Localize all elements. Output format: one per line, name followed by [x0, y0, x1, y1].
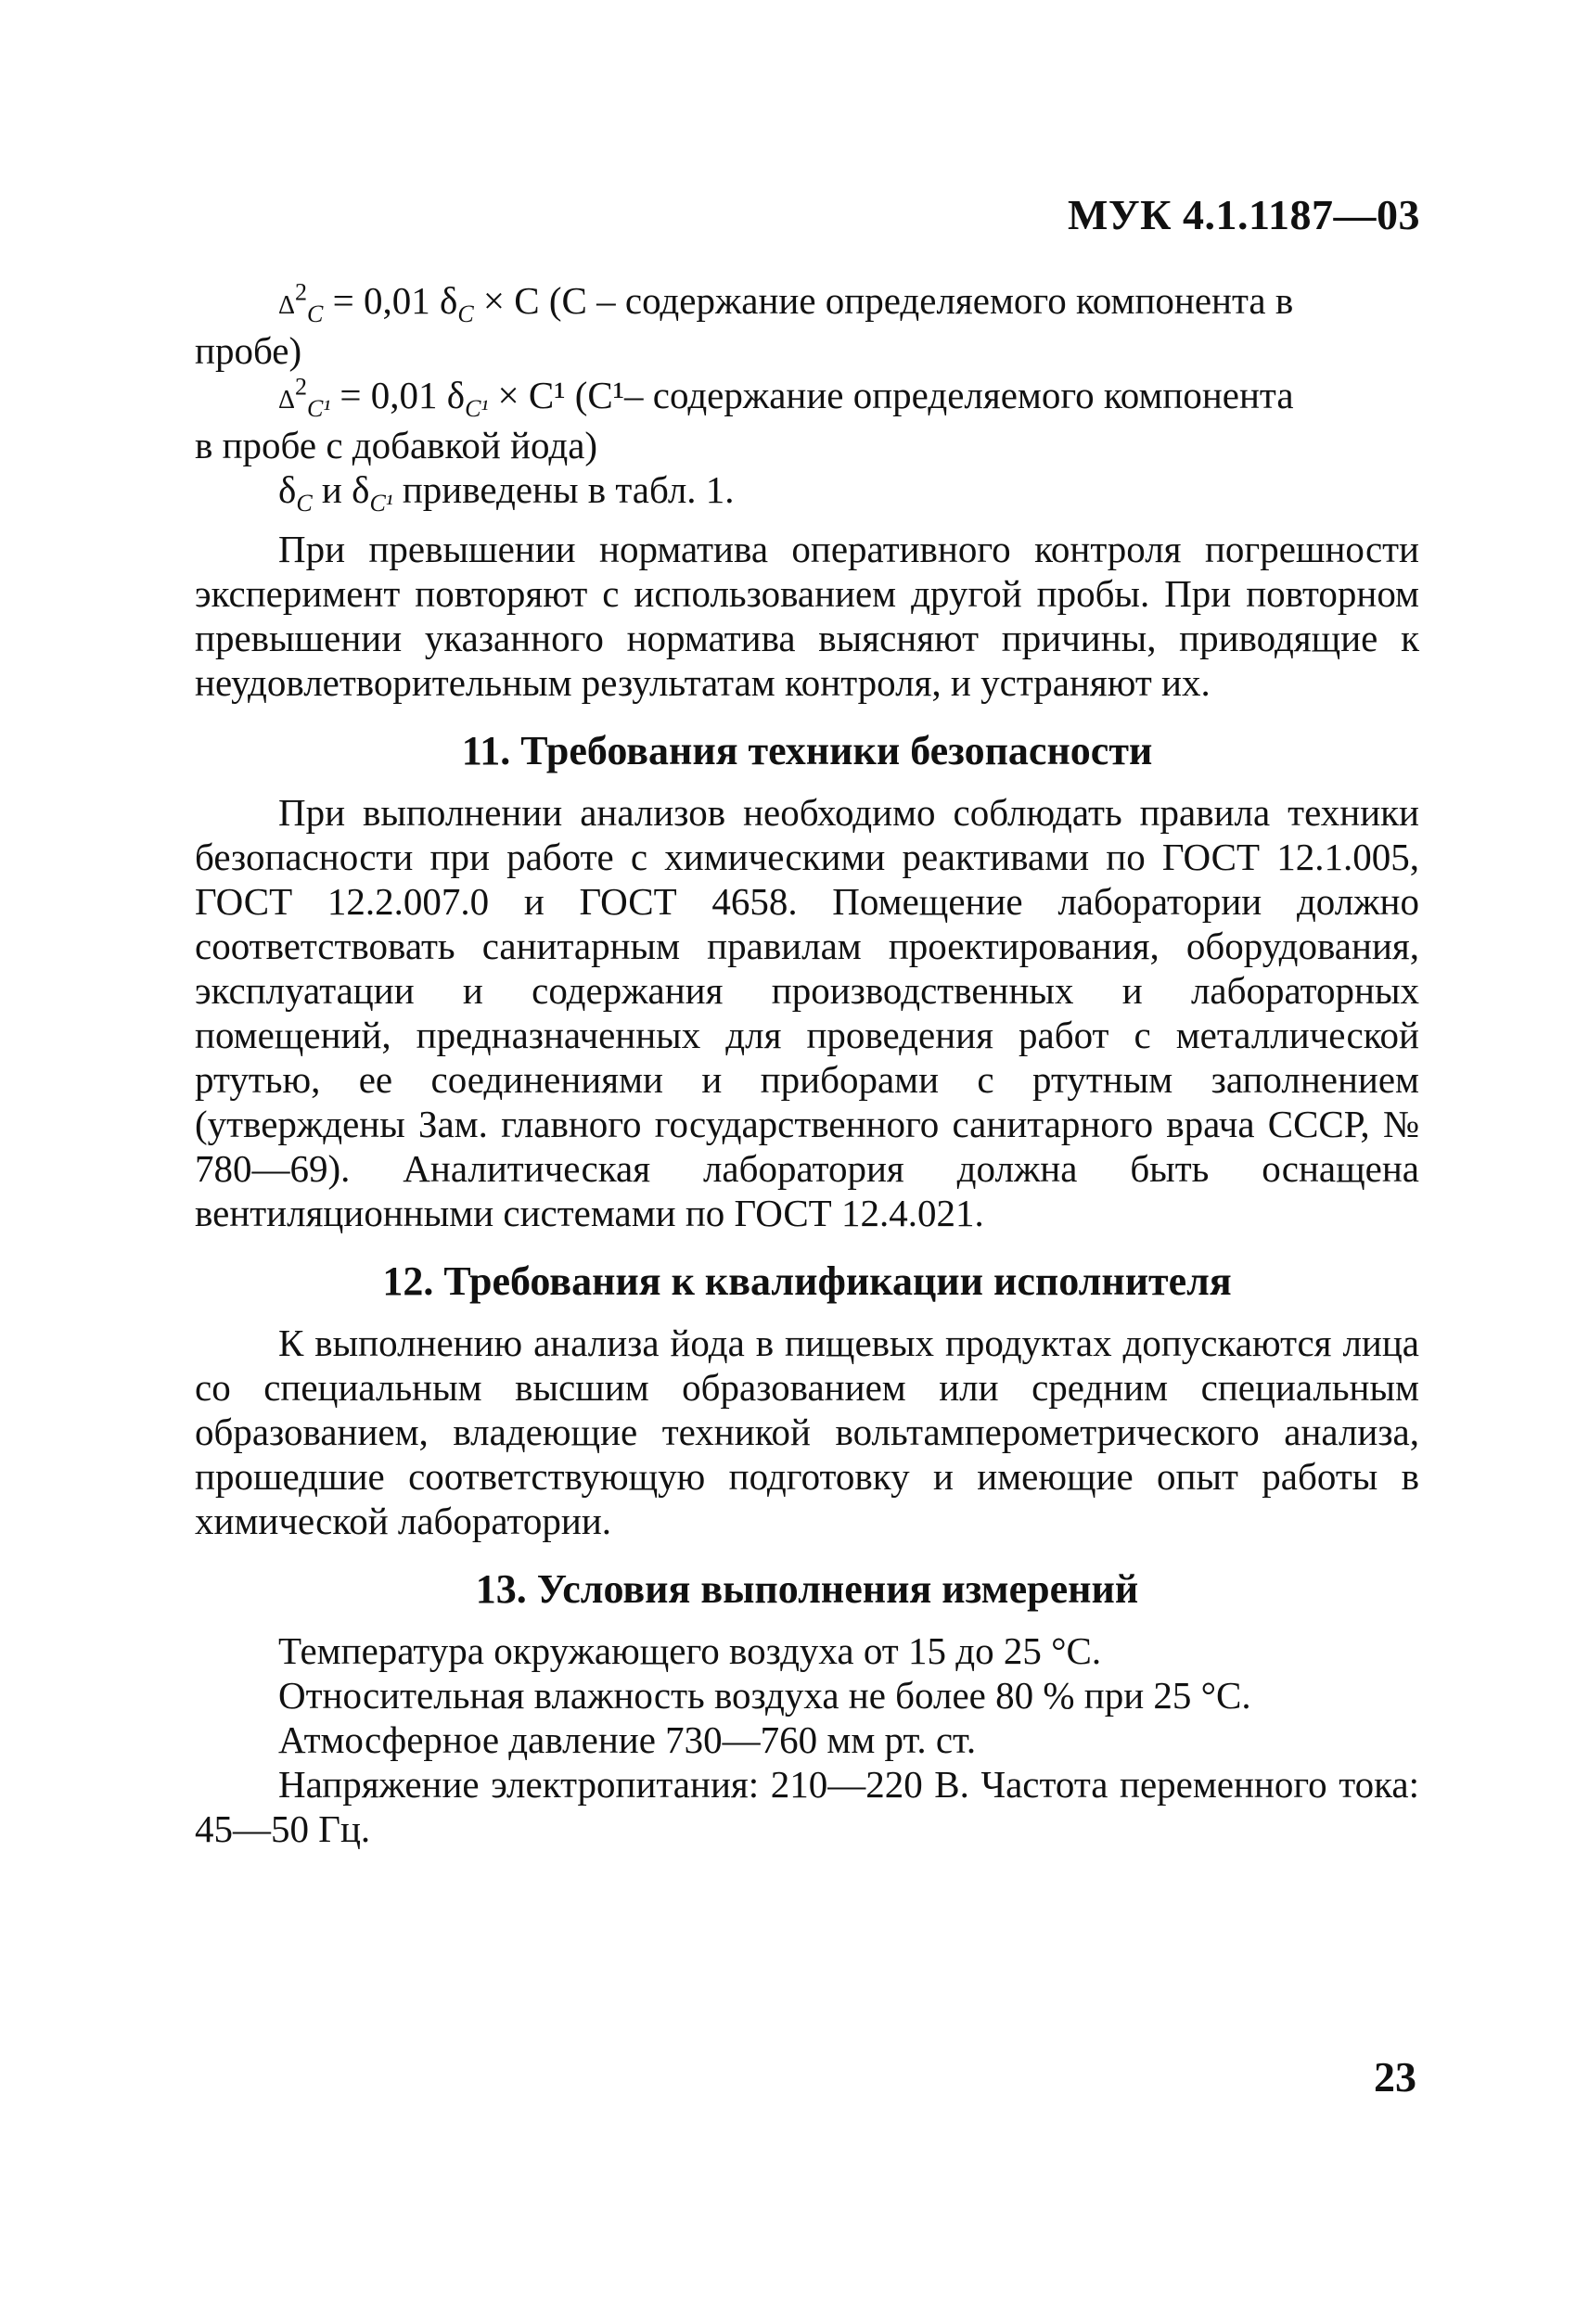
formula-text: и δ — [312, 468, 370, 511]
formula-equals: = 0,01 δ — [323, 279, 458, 322]
formula-subscript: C — [307, 300, 324, 328]
formula-text: приведены в табл. 1. — [392, 468, 735, 511]
document-body — [195, 278, 1419, 1851]
condition-line: Температура окружающего воздуха от 15 до 25 °С. — [278, 1629, 1102, 1672]
formula-subscript: C — [457, 300, 474, 328]
formula-text: × C (C – содержание определяемого компонента в — [473, 279, 1294, 322]
paragraph-control: При превышении норматива оперативного контроля погрешности эксперимент повторяют с использованием другой пробы. При повторном превышении указанного норматива выясняют причины, приводящие к неудовлетворительным результатам контроля, и устраняют их. — [195, 528, 1419, 704]
document-code: МУК 4.1.1187—03 — [1068, 191, 1420, 238]
formula-delta-c1 — [195, 373, 1419, 423]
formula-subscript: C¹ — [369, 490, 393, 517]
section-heading-11: 11. Требования техники безопасности — [461, 728, 1153, 773]
delta-symbol: Δ — [278, 291, 296, 320]
section-heading-13: 13. Условия выполнения измерений — [475, 1566, 1139, 1612]
formula-deltas-note — [195, 467, 1419, 517]
condition-line: Атмосферное давление 730—760 мм рт. ст. — [278, 1718, 977, 1761]
section-text-12: К выполнению анализа йода в пищевых продуктах допускаются лица со специальным высшим образованием или средним специальным образованием, владеющие техникой вольтамперометрического анализа, прошедшие соответствующую подготовку и имеющие опыт работы в химической лаборатории. — [195, 1322, 1419, 1542]
formula-text: × C¹ (C¹– содержание определяемого компонента — [488, 374, 1294, 416]
formula-delta-c — [195, 278, 1419, 328]
conditions-list — [195, 1628, 1419, 1851]
formula-continuation: пробе) — [195, 329, 302, 372]
section-text-11: При выполнении анализов необходимо соблюдать правила техники безопасности при работе с химическими реактивами по ГОСТ 12.1.005, ГОСТ 12.2.007.0 и ГОСТ 4658. Помещение лаборатории должно соответствовать санитарным правилам проектирования, оборудования, эксплуатации и содержания производственных и лабораторных помещений, предназначенных для проведения работ с металлической ртутью, ее соединениями и приборами с ртутным заполнением (утверждены Зам. главного государственного санитарного врача СССР, № 780—69). Аналитическая лаборатория должна быть оснащена вентиляционными системами по ГОСТ 12.4.021. — [195, 791, 1419, 1234]
formula-superscript: 2 — [295, 278, 308, 306]
delta-small-symbol: δ — [278, 468, 297, 511]
formula-equals: = 0,01 δ — [330, 374, 466, 416]
formula-subscript: C¹ — [465, 395, 489, 423]
delta-symbol: Δ — [278, 386, 296, 415]
formula-subscript: C — [296, 490, 313, 517]
formula-superscript: 2 — [295, 373, 308, 401]
condition-line: Напряжение электропитания: 210—220 В. Частота переменного тока: 45—50 Гц. — [195, 1763, 1419, 1850]
formula-continuation: в пробе с добавкой йода) — [195, 424, 598, 466]
formula-subscript: C¹ — [307, 395, 331, 423]
page-number: 23 — [1374, 2053, 1416, 2101]
section-heading-12: 12. Требования к квалификации исполнителя — [382, 1258, 1232, 1304]
condition-line: Относительная влажность воздуха не более 80 % при 25 °С. — [278, 1674, 1251, 1717]
